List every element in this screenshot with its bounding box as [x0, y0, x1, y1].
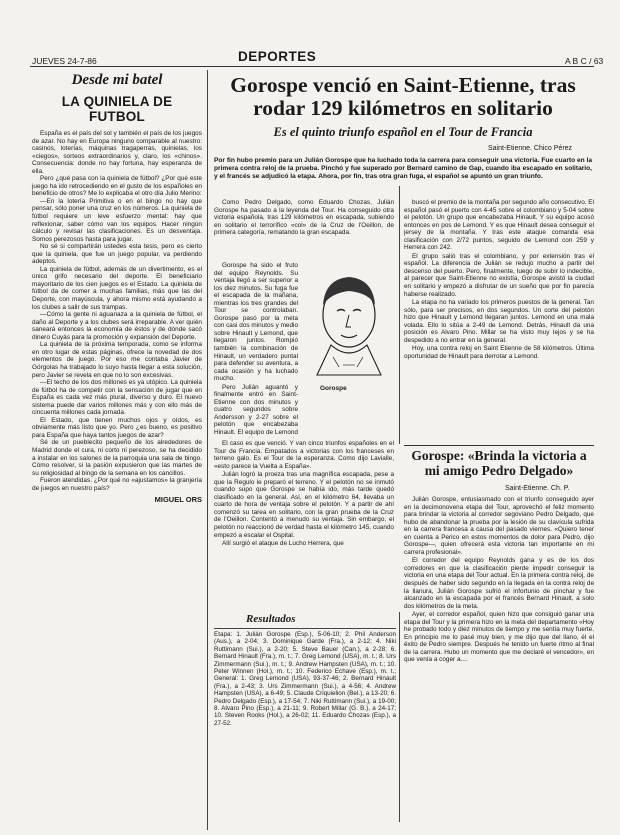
column-title: LA QUINIELA DE FUTBOL: [61, 94, 173, 124]
header-rule: [30, 66, 594, 67]
side-article-paragraph: Ayer, el corredor español, quien hizo que consiguió ganar una etapa del Tour y la primera hizo en la meta del departamento «Hoy he probado todo y diez minutos de tiempo y me sentía muy fuerte. En principio me lo pasé muy bien, y me dijo que del llano, él el éxito de Pedro siempre. Después he tenido un fuerte ritmo al final de la carrera. Hubo un momento que me declaré el vencedor», en que venía a coger a....: [404, 611, 594, 664]
article-column-1: [214, 199, 394, 238]
article-byline: Saint-Etienne. Chico Pérez: [488, 145, 573, 152]
side-article-paragraph: El corredor del equipo Reynolds gana y es de los dos corredores en que la clasificación pierde impedir conseguir la victoria en una etapa del Tour actual. En la primera contra reloj, de después de haber sido segundo en la llegada en la contra reloj de la llanura, Julián Gorospe sufrió el infortunio de pinchar y fue alcanzado en la escapada por el francés Bernard Hinault, a solo dos kilómetros de la meta.: [404, 557, 594, 610]
article-paragraph: Gorospe ha sido el fruto del equipo Reynolds. Su ventaja llegó a ser superior a los diez minutos. Su fuga fue el escapada de la mañana, mientras los tres grandes del Tour se controlaban. Gorospe pasó por la meta con casi dos minutos y medio sobre Hinault y Lemond, que llegaron juntos. Rompió también la combinación de Hinault, un verdadero puntal para defender su aventura, a cada ocasión y ha luchado mucho.: [214, 262, 298, 383]
article-paragraph: buscó el premio de la montaña por segundo año consecutivo. El español pasó el puerto con 4-45 sobre el colombiano y 5-04 sobre el pelotón. Un grupo que encabezaba Hinault. Y su equipo acosó entonces en pos de Lemond. Y es que Hinault desea conseguir el jersey de la montaña. Y tras este ataque comanda esa clasificación con 2/72 puntos, seguido de Lemond con 259 y Herrera con 242.: [404, 199, 594, 252]
article-paragraph: El grupo salió tras el colombiano, y por extensión tras el español. La diferencia de Julián se redujo mucho a partir del descenso del puerto. Pero, finalmente, luego de subir lo indecible, al parecer que Saint-Etienne no existía, Gorospe avistó la ciudad en solitario y empezó a disfrutar de un sueño que por fin parecía haberse realizado.: [404, 252, 594, 298]
gorospe-portrait: [303, 265, 395, 383]
column-paragraph: No sé si compartirán ustedes esta tesis, pero es cierto que la quiniela, que fue un juego popular, va perdiendo adeptos.: [32, 243, 202, 266]
results-body: Etapa: 1. Julián Gorospe (Esp.), 5-06-10; 2. Phil Anderson (Aus.), a 2-04; 3. Dominique Garde (Fra.), a 2-12; 4. Niki Ruttimann (Sui.), a 2-20; 5. Steve Bauer (Can.), a 2-28; 6. Bernard Hinault (Fra.), m. t.; 7. Greg Lemond (USA), m. t.; 8. Urs Zimmermann (Sui.), m. t.; 9. Andrew Hampsten (USA), m. t.; 10. Peter Winnen (Hol.), m. t.; 10. Federico Echave (Esp.), m. t.; General: 1. Greg Lemond (USA), 93-37-46; 2. Bernard Hinault (Fra.), a 2-43; 3. Urs Zimmermann (Sui.), a 4-56; 4. Andrew Hampsten (USA), a 6-49; 5. Claude Criquielion (Bel.), a 13-20; 6. Pedro Delgado (Esp.), a 17-54; 7. Niki Ruttimann (Sui.), a 19-00; 8. Alvaro Pino (Esp.), a 21-11; 9. Robert Millar (G. B.), a 24-17; 10. Steven Rooks (Hol.), a 26-02; 11. Eduardo Chozas (Esp.), a 27-52.: [214, 631, 396, 727]
article-paragraph: Pero Julián aguantó y finalmente entró en Saint-Etienne con dos minutos y cuatro segundos sobre Andersson y 2-27 sobre el pelotón que encabezaba Hinault. El equipo de Lemond: [214, 383, 298, 437]
column-paragraph: Pero ¿qué pasa con la quiniela de fútbol? ¿Por qué este juego ha ido retrocediendo en el gusto de los españoles en beneficio de otros? Me lo explicaba el otro día Julio Merino:: [32, 175, 202, 198]
results-rule: [214, 628, 396, 629]
column-paragraph: Fueron atendidas. ¿Por qué no «ajustamos» la granjería de juegos en nuestro país?: [32, 477, 202, 492]
page-date: JUEVES 24-7-86: [32, 56, 97, 66]
article-column-2: [404, 199, 594, 443]
article-column-1c: [214, 440, 394, 549]
column-paragraph: —El techo de los dos millones es ya utópico. La quiniela de fútbol ha de competir con la sensación de jugar que en España es cada vez más plural, diverso y duro. El nuevo sistema puede dar varios millones más y con ello más de cincuenta millones cada jornada.: [32, 379, 202, 417]
article-paragraph: El caso es que venció. Y van cinco triunfos españoles en el Tour de Francia. Empatados a victorias con los franceses en terreno galo. Es el Tour de la esperanza. Como dijo Lavialle, «esto parece la Vuelta a España».: [214, 440, 394, 470]
column-divider-left: [207, 70, 208, 830]
article-lead: Por fin hubo premio para un Julián Gorospe que ha luchado toda la carrera para conseguir una victoria. Fue cuarto en la primera contra reloj de la prueba. Pinchó y fue superado por Bernard camino de Gap, cuando iba escapado en solitario, y el francés se adjudicó la etapa. Ahora, por fin, tras otra gran fuga, el español se apuntó un gran triunfo.: [214, 157, 592, 180]
column-paragraph: Sé de un pueblecito pequeño de los alrededores de Madrid donde el cura, ni corto ni perezoso, se ha decidido a instalar en los salones de la parroquia una sala de bingo. Cómo resolver, si la pasión expusieron que las martes de su religiosidad al bingo de la semana en los cancillos.: [32, 439, 202, 477]
page-number: A B C / 63: [565, 56, 604, 66]
column-body: [32, 130, 202, 492]
column-paragraph: —Cómo la gente ni aguanaza a la quiniela de fútbol, el daño al Deporte y a los clubes será irreparable. A ver quién saneará entonces la economía de éstos y de dónde sacó dinero Cuyás para la promoción y expansión del Deporte.: [32, 311, 202, 341]
headline: Gorospe venció en Saint-Etienne, tras rodar 129 kilómetros en solitario: [230, 73, 576, 120]
column-paragraph: —En la lotería Primitiva o en el bingo no hay que pensar, sólo poner una cruz en los números. La quiniela de fútbol requiere un leve esfuerzo mental: hay que reflexionar, saber cómo van los equipos. Hacer ningún cálculo y revisar las clasificaciones. Es un desventaja. Somos perezosos hasta para jugar.: [32, 197, 202, 243]
side-article-paragraph: Julián Gorospe, entusiasmado con el triunfo conseguido ayer en la decimonovena etapa del Tour, aprovechó el feliz momento para brindar la victoria al corredor segoviano Pedro Delgado, que hubo de abandonar la prueba por la lesión de su clavícula sufrida en la carrera francesa a causa del pasado viernes. «Quiero tener en cuenta a Perico en estos momentos de dolor para Pedro, dijo Gorospe—, quien ofrecerá esta victoria tan importante en mi carrera profesional».: [404, 496, 594, 556]
section-title: DEPORTES: [238, 49, 317, 64]
column-paragraph: La quiniela de la próxima temporada, como se informa en otro lugar de estas páginas, ofrece la novedad de dos elementos de juego. Por eso me contaba Javier de Górgolas ha trabajado lo suyo hasta llegar a esta solución, pero Javier se revela en que no lo son excesivas.: [32, 341, 202, 379]
column-divider-main: [399, 186, 400, 444]
column-kicker: Desde mi batel: [71, 72, 163, 88]
side-article-rule: [404, 445, 594, 446]
article-paragraph: Hoy, una contra reloj en Saint Etienne de 58 kilómetros. Última oportunidad de Hinault para derrotar a Lemond.: [404, 345, 594, 360]
article-column-1b: [214, 262, 298, 438]
portrait-caption: Gorospe: [320, 385, 347, 392]
column-signature: MIGUEL ORS: [154, 495, 202, 505]
column-divider-lower: [399, 612, 400, 822]
subheadline: Es el quinto triunfo español en el Tour de Francia: [273, 125, 533, 139]
side-article-byline: Saint-Etienne. Ch. P.: [505, 485, 570, 492]
column-paragraph: España es el país del sol y también el país de los juegos de azar. No hay en Europa ninguno comparable al nuestro: casinos, loterías, máquinas tragaperras, quinielas, los «ciegos», sorteos extraordinarios y, claro, los «chinos». Consecuencia: donde no hay fortuna, hay esperanza de ella.: [32, 130, 202, 175]
left-column: [32, 72, 202, 504]
article-paragraph: Julián logró la proeza tras una magnífica escapada, pese a que la Regulo le preparó el terreno. Y el pelotón no se inmutó cuando supo que Gorospe se había ido, más tarde quedó clasificado en la general. Así, en el kilómetro 64, llevaba un cuarto de hora de ventaja sobre el pelotón. Y a partir de ahí comenzó su tarea en solitario, con la gran prueba de la Cruz de l'Oeillon. Contentó a menudo su ventaja. Sin embargo, el pelotón no reaccionó de verdad hasta el kilómetro 145, cuando empezó a escalar el Ospital.: [214, 471, 394, 539]
column-paragraph: La quiniela de fútbol, además de un divertimento, es el único grifo necesario del deporte. El beneficiario mayoritario de los cien juegos es el Estado. La quiniela de fútbol da de comer a muchas familias, más que las del Deporte, con mayúscula, y ahora mismo está ayudando a los clubes a salir de sus trampas.: [32, 265, 202, 311]
column-paragraph: El Estado, que tienen muchos ojos y oídos, es obviamente más listo que yo. Pero ¿es bueno, es positivo para España que haya tantos juegos de azar?: [32, 416, 202, 439]
side-article-title: Gorospe: «Brinda la victoria a mi amigo Pedro Delgado»: [411, 448, 587, 478]
article-paragraph: La etapa no ha variado los primeros puestos de la general. Tan sólo, para ser precisos, en dos segundos. Un corte del pelotón hizo que Hinault y Lemond llegaran juntos. Lemond en una mala volada. Ello lo sitúa a 2-49 de Lemond. Detrás, Hinault da una posición es Alvaro Pino. Millar se ha visto muy lejos y se ha despedido a no entrar en la general.: [404, 299, 594, 344]
results-title: Resultados: [246, 613, 296, 625]
side-article-body: [404, 496, 594, 826]
article-paragraph: Allí surgió el ataque de Lucho Herrera, que: [222, 540, 344, 548]
article-paragraph: Como Pedro Delgado, como Eduardo Chozas, Julián Gorospe ha pasado a la leyenda del Tour. Ha conseguido otra victoria española, tras 129 kilómetros en escapada, subiendo en solitario el terrorífico «col» de la Cruz de l'Oeillon, de primera categoría, rematando la gran escapada.: [214, 199, 394, 237]
